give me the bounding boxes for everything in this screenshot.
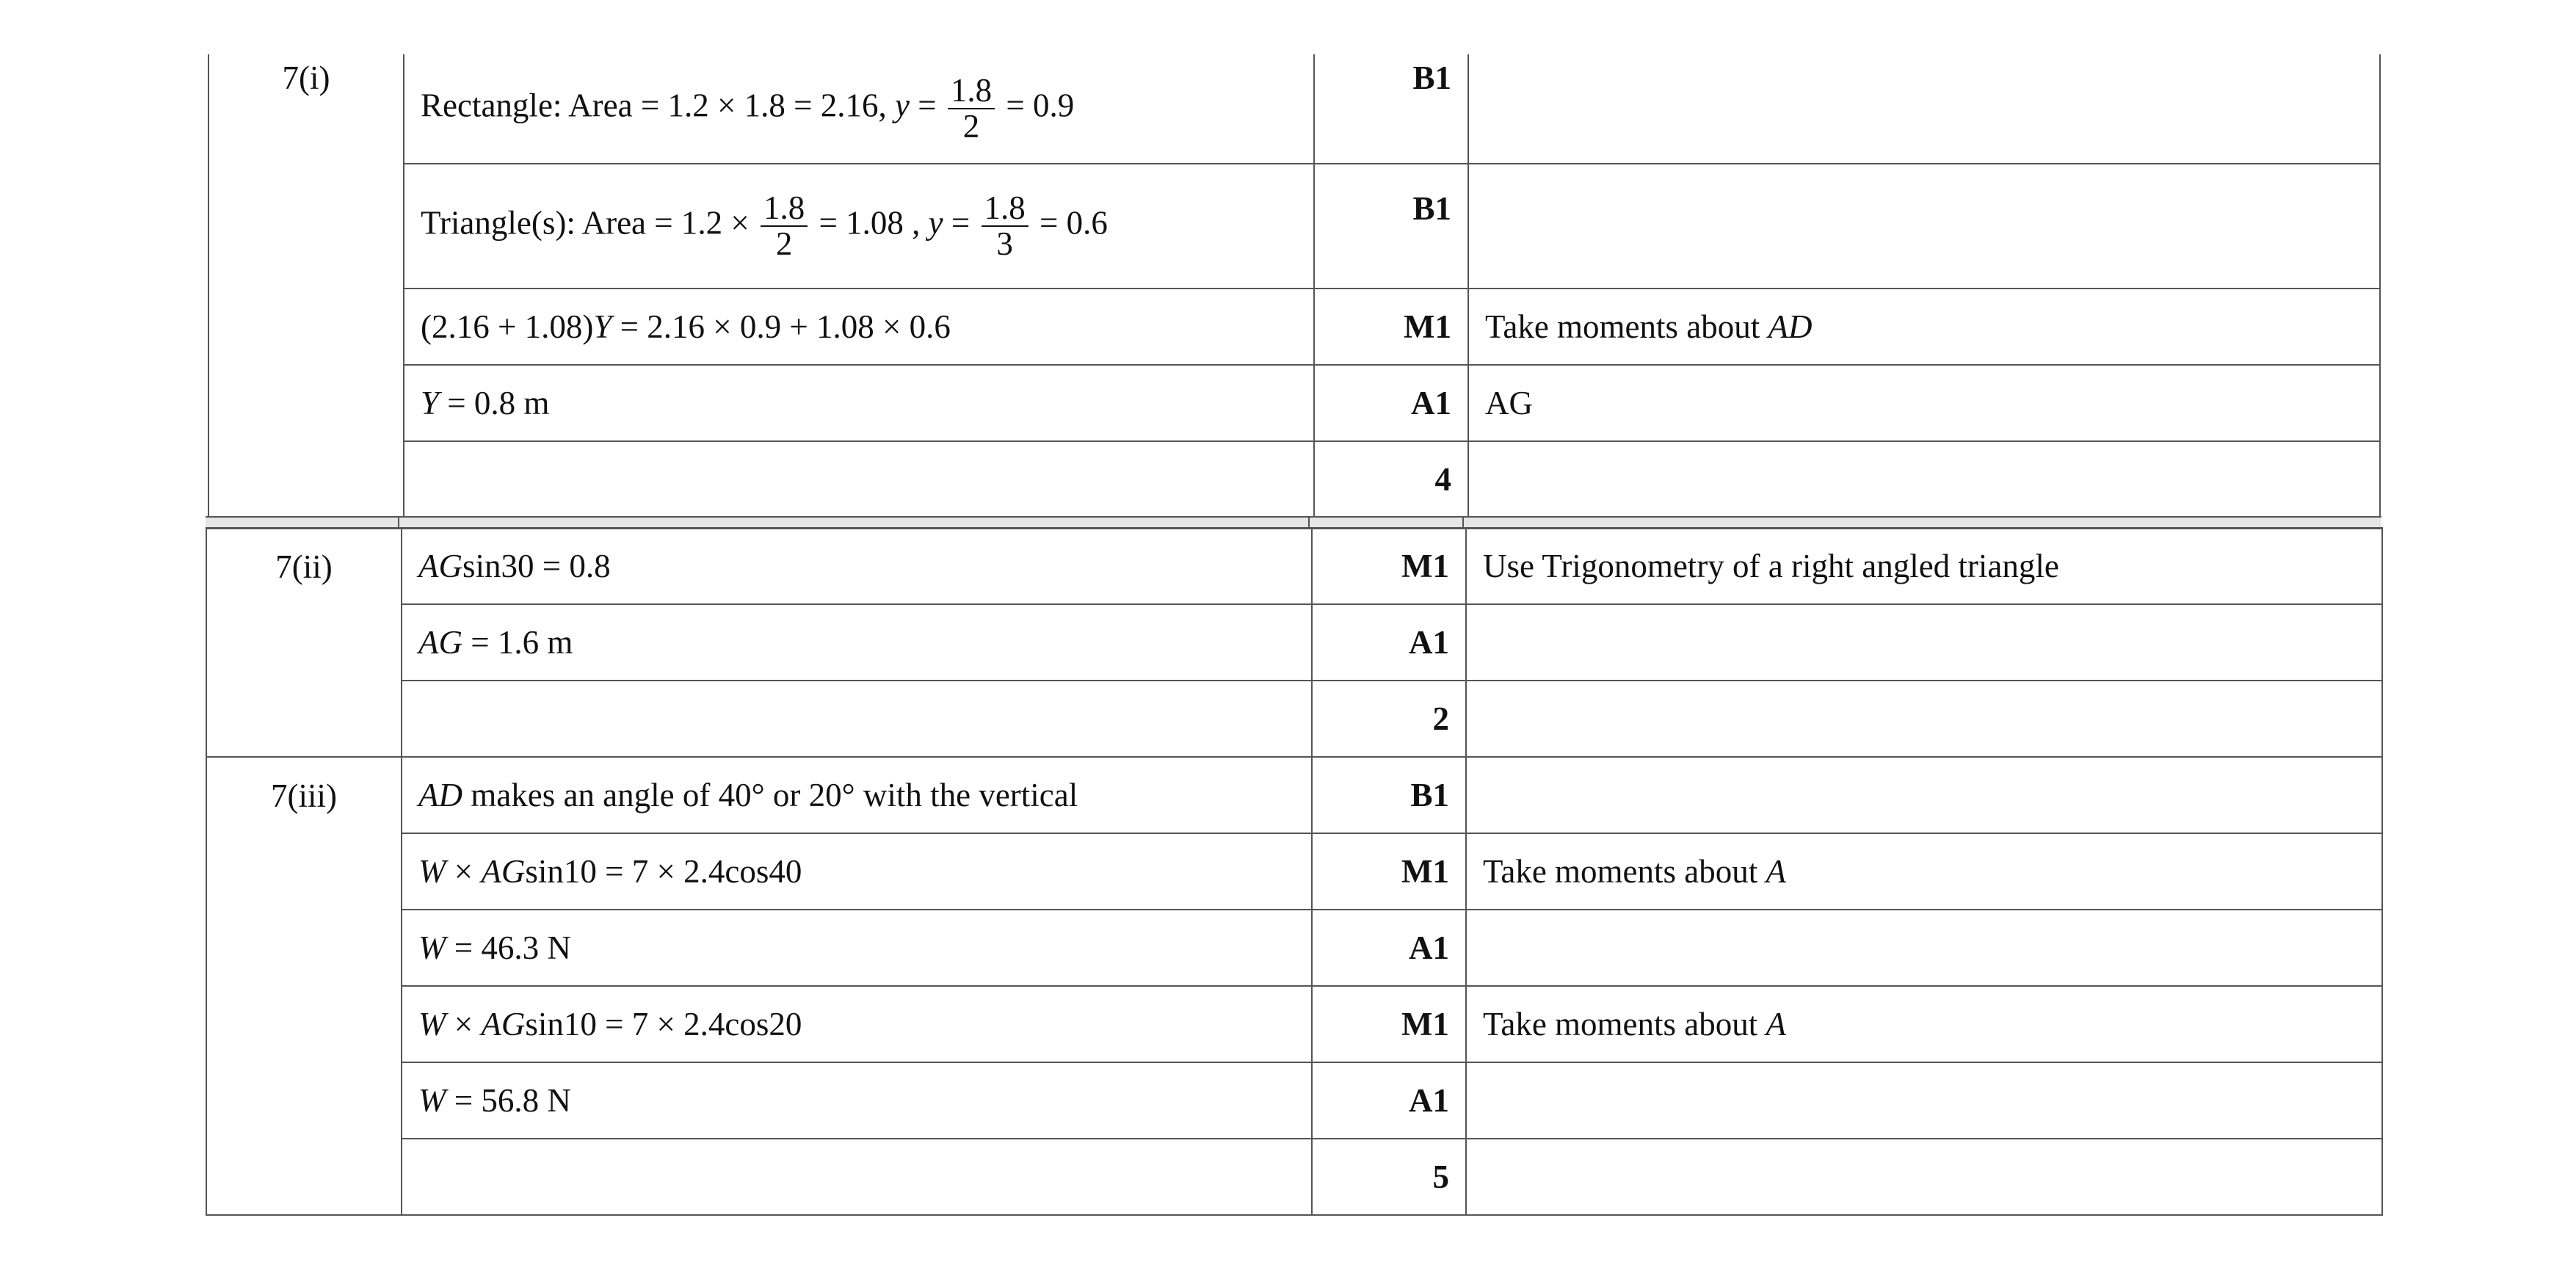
guidance-text: Take moments about [1485, 308, 1768, 345]
answer-cell [402, 604, 1312, 681]
table-row [206, 604, 2382, 681]
answer-text: (2.16 + 1.08) [421, 308, 594, 345]
answer-text: = 0.8 m [439, 385, 550, 421]
answer-text: sin10 = 7 × 2.4cos40 [525, 853, 802, 890]
fraction [761, 191, 808, 262]
mark-cell: M1 [1312, 986, 1466, 1062]
answer-cell [402, 757, 1312, 833]
fraction [948, 73, 995, 145]
answer-cell [404, 365, 1314, 441]
table-row [208, 441, 2380, 518]
mark-cell: M1 [1312, 528, 1466, 604]
math-variable: AG [418, 624, 462, 661]
answer-text: Rectangle: Area = 1.2 × 1.8 = 2.16, [421, 87, 895, 124]
math-variable: y [928, 204, 943, 242]
math-variable: y [895, 87, 910, 124]
question-number: 7(ii) [206, 528, 402, 757]
separator-divider [1308, 518, 1310, 528]
math-variable: AD [418, 777, 462, 813]
table-row [206, 1139, 2382, 1215]
guidance-cell [1466, 833, 2382, 910]
guidance-cell [1468, 441, 2380, 518]
math-variable: A [1766, 1006, 1787, 1042]
total-mark-cell: 4 [1314, 441, 1468, 518]
math-variable: AG [481, 853, 526, 890]
fraction-denominator: 2 [962, 108, 980, 145]
table-row [206, 910, 2382, 986]
total-mark-cell: 5 [1312, 1139, 1466, 1215]
answer-cell [404, 441, 1314, 518]
mark-cell: A1 [1312, 910, 1466, 986]
guidance-cell: Use Trigonometry of a right angled triangle [1466, 528, 2382, 604]
fraction [982, 191, 1028, 262]
guidance-cell [1466, 681, 2382, 757]
math-operator: × [446, 853, 482, 890]
guidance-cell [1466, 1062, 2382, 1139]
separator-divider [398, 518, 399, 528]
mark-cell: B1 [1312, 757, 1466, 833]
mark-scheme-table-7ii-7iii [206, 527, 2383, 1216]
mark-cell: B1 [1314, 164, 1468, 289]
guidance-text: Take moments about [1483, 853, 1766, 890]
guidance-cell [1466, 910, 2382, 986]
answer-text: = 1.6 m [462, 624, 573, 661]
answer-cell [402, 1139, 1312, 1215]
guidance-cell [1468, 164, 2380, 289]
table-row [208, 365, 2380, 441]
guidance-text: Take moments about [1483, 1006, 1766, 1042]
math-variable: AG [481, 1006, 526, 1042]
fraction-denominator: 3 [996, 225, 1013, 262]
math-variable: W [418, 1006, 446, 1042]
answer-text: sin30 = 0.8 [462, 548, 611, 584]
fraction-denominator: 2 [775, 225, 793, 262]
guidance-cell [1468, 289, 2380, 365]
answer-text: sin10 = 7 × 2.4cos20 [525, 1006, 802, 1042]
answer-text: = 1.08 , [810, 204, 929, 242]
fraction-numerator: 1.8 [761, 191, 808, 227]
mark-cell: A1 [1314, 365, 1468, 441]
mark-cell: M1 [1314, 289, 1468, 365]
answer-text: = 2.16 × 0.9 + 1.08 × 0.6 [612, 308, 951, 345]
answer-text: Triangle(s): Area = 1.2 × [421, 204, 758, 242]
question-number: 7(iii) [206, 757, 402, 1215]
answer-cell [402, 1062, 1312, 1139]
answer-text: = 56.8 N [446, 1082, 571, 1119]
table-row [208, 54, 2380, 164]
math-variable: W [418, 853, 446, 890]
mark-cell: A1 [1312, 604, 1466, 681]
answer-text: = 0.6 [1031, 204, 1108, 242]
math-variable: AG [418, 548, 462, 584]
guidance-cell [1468, 54, 2380, 164]
math-operator: = [909, 87, 945, 124]
mark-cell: A1 [1312, 1062, 1466, 1139]
math-variable: AD [1768, 308, 1813, 345]
guidance-cell [1466, 604, 2382, 681]
answer-cell [402, 986, 1312, 1062]
table-row [206, 1062, 2382, 1139]
table-row [206, 681, 2382, 757]
fraction-numerator: 1.8 [982, 191, 1028, 227]
mark-cell: B1 [1314, 54, 1468, 164]
guidance-cell [1466, 1139, 2382, 1215]
math-variable: Y [421, 385, 440, 421]
guidance-cell [1466, 986, 2382, 1062]
mark-scheme-table-7i [208, 54, 2381, 518]
table-row [206, 528, 2382, 604]
answer-text: = 0.9 [998, 87, 1075, 124]
math-variable: Y [593, 308, 612, 345]
answer-cell [402, 528, 1312, 604]
answer-cell [402, 910, 1312, 986]
answer-cell [404, 289, 1314, 365]
mark-cell: M1 [1312, 833, 1466, 910]
separator-divider [1462, 518, 1464, 528]
answer-cell [402, 681, 1312, 757]
math-variable: A [1766, 853, 1787, 890]
answer-text: = 46.3 N [446, 929, 571, 966]
answer-text: makes an angle of 40° or 20° with the vertical [462, 777, 1078, 813]
fraction-numerator: 1.8 [948, 73, 995, 109]
question-number: 7(i) [208, 54, 404, 518]
math-operator: × [446, 1006, 482, 1042]
table-row [206, 986, 2382, 1062]
math-variable: W [418, 1082, 446, 1119]
table-row [208, 289, 2380, 365]
guidance-cell: AG [1468, 365, 2380, 441]
table-row [206, 757, 2382, 833]
math-variable: W [418, 929, 446, 966]
answer-cell [404, 54, 1314, 164]
answer-cell [404, 164, 1314, 289]
table-row [206, 833, 2382, 910]
total-mark-cell: 2 [1312, 681, 1466, 757]
guidance-cell [1466, 757, 2382, 833]
math-operator: = [943, 204, 979, 242]
table-row [208, 164, 2380, 289]
answer-cell [402, 833, 1312, 910]
